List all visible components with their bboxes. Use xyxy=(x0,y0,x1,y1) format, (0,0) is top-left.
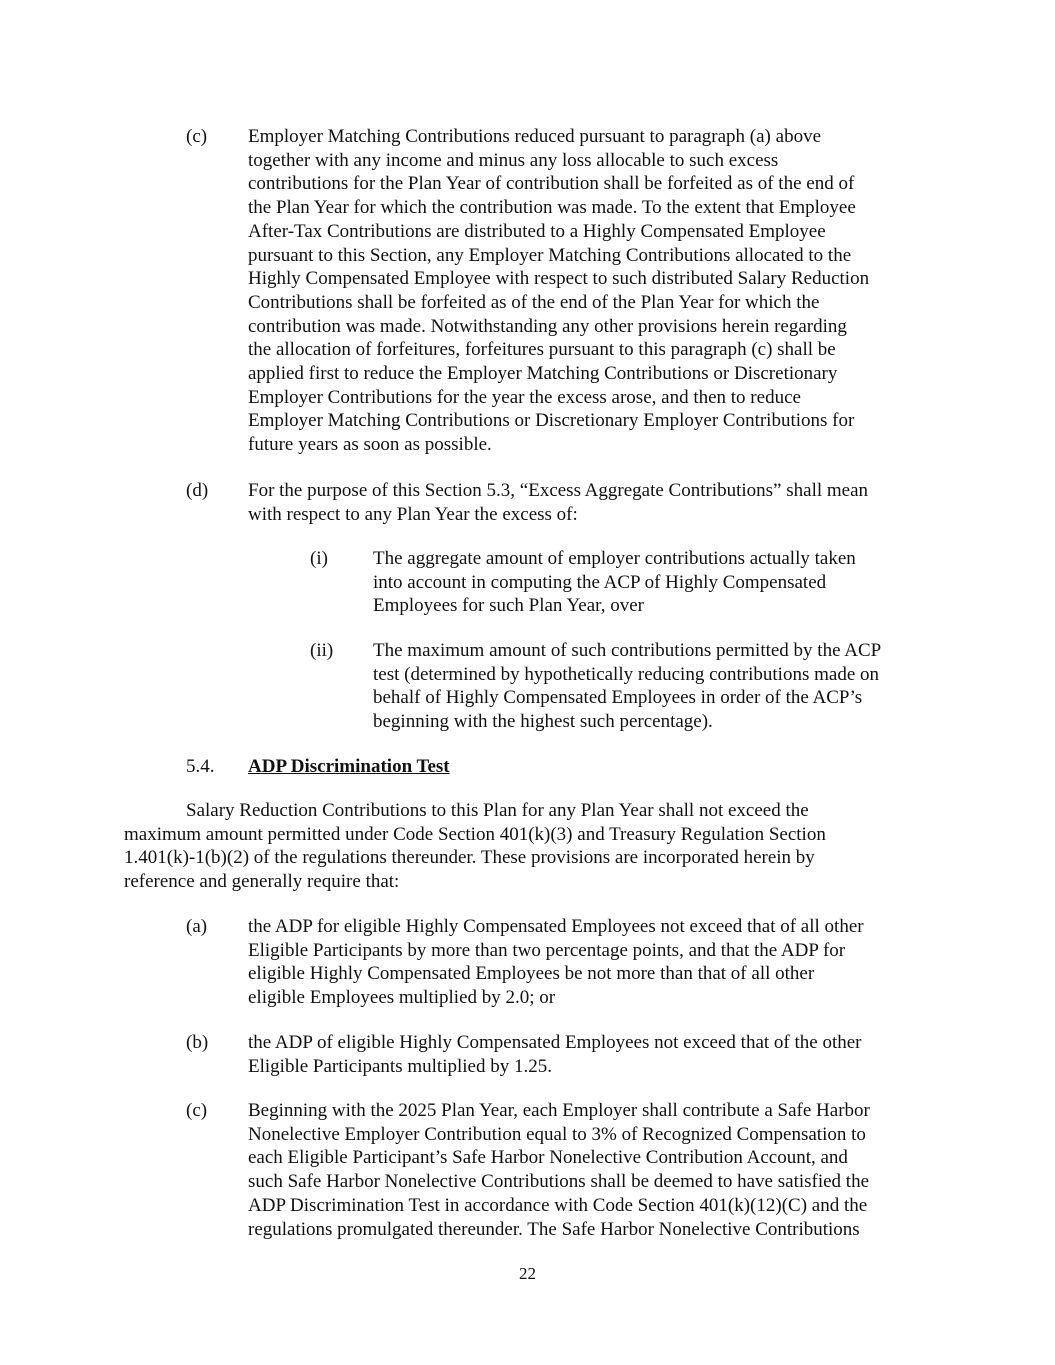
intro-paragraph xyxy=(124,823,826,894)
text-line: After-Tax Contributions are distributed to a Highly Compensated Employee xyxy=(248,220,826,242)
text-line: Employer Matching Contributions reduced pursuant to paragraph (a) above xyxy=(248,126,821,147)
requirement-c-safe-harbor xyxy=(248,1099,870,1241)
requirement-label-a: (a) xyxy=(186,916,208,937)
paragraph-d-definition xyxy=(248,479,868,526)
text-line: Employees for such Plan Year, over xyxy=(373,595,644,617)
text-line: pursuant to this Section, any Employer Matching Contributions allocated to the xyxy=(248,244,852,266)
text-line: Eligible Participants multiplied by 1.25. xyxy=(248,1055,552,1077)
text-line: each Eligible Participant’s Safe Harbor Nonelective Contribution Account, and xyxy=(248,1147,848,1169)
text-line: the Plan Year for which the contribution was made. To the extent that Employee xyxy=(248,197,856,219)
intro-first-line xyxy=(186,799,809,823)
text-line: reference and generally require that: xyxy=(124,871,400,893)
text-line: applied first to reduce the Employer Matching Contributions or Discretionary xyxy=(248,363,838,385)
text-line: the ADP for eligible Highly Compensated Employees not exceed that of all other xyxy=(248,916,864,937)
requirement-label-b: (b) xyxy=(186,1032,209,1053)
page-number: 22 xyxy=(519,1264,536,1283)
text-line: eligible Employees multiplied by 2.0; or xyxy=(248,987,556,1009)
text-line: Salary Reduction Contributions to this Plan for any Plan Year shall not exceed the xyxy=(186,800,809,821)
text-line: Contributions shall be forfeited as of the end of the Plan Year for which the xyxy=(248,291,820,313)
paragraph-label-c: (c) xyxy=(186,126,208,147)
requirement-label-c: (c) xyxy=(186,1100,208,1121)
text-line: Employer Matching Contributions or Discretionary Employer Contributions for xyxy=(248,410,855,432)
text-line: Eligible Participants by more than two percentage points, and that the ADP for xyxy=(248,939,846,961)
section-heading: ADP Discrimination Test xyxy=(248,756,450,777)
subparagraph-ii xyxy=(373,639,881,734)
text-line: contribution was made. Notwithstanding any other provisions herein regarding xyxy=(248,315,847,337)
text-line: the ADP of eligible Highly Compensated Employees not exceed that of the other xyxy=(248,1032,862,1053)
text-line: beginning with the highest such percentage). xyxy=(373,711,713,733)
text-line: into account in computing the ACP of Highly Compensated xyxy=(373,571,827,593)
subparagraph-label-i: (i) xyxy=(310,548,328,569)
text-line: regulations promulgated thereunder. The Safe Harbor Nonelective Contributions xyxy=(248,1218,860,1240)
paragraph-label-d: (d) xyxy=(186,480,209,501)
requirement-a xyxy=(248,915,864,1010)
subparagraph-i xyxy=(373,547,856,618)
text-line: ADP Discrimination Test in accordance with Code Section 401(k)(12)(C) and the xyxy=(248,1194,868,1216)
text-line: Beginning with the 2025 Plan Year, each Employer shall contribute a Safe Harbor xyxy=(248,1100,870,1121)
text-line: maximum amount permitted under Code Section 401(k)(3) and Treasury Regulation Section xyxy=(124,823,826,845)
text-line: test (determined by hypothetically reducing contributions made on xyxy=(373,663,880,685)
text-line: the allocation of forfeitures, forfeitures pursuant to this paragraph (c) shall be xyxy=(248,339,836,361)
text-line: For the purpose of this Section 5.3, “Excess Aggregate Contributions” shall mean xyxy=(248,480,869,501)
text-line: with respect to any Plan Year the excess of: xyxy=(248,503,578,525)
text-line: contributions for the Plan Year of contribution shall be forfeited as of the end of xyxy=(248,173,855,195)
text-line: behalf of Highly Compensated Employees in order of the ACP’s xyxy=(373,687,863,709)
subparagraph-label-ii: (ii) xyxy=(310,640,334,661)
text-line: together with any income and minus any loss allocable to such excess xyxy=(248,149,779,171)
text-line: eligible Highly Compensated Employees be not more than that of all other xyxy=(248,963,815,985)
text-line: Highly Compensated Employee with respect to such distributed Salary Reduction xyxy=(248,268,870,290)
text-line: Nonelective Employer Contribution equal to 3% of Recognized Compensation to xyxy=(248,1123,866,1145)
text-line: Employer Contributions for the year the excess arose, and then to reduce xyxy=(248,386,801,408)
paragraph-c-forfeiture xyxy=(248,125,869,457)
section-number: 5.4. xyxy=(186,756,215,777)
text-line: such Safe Harbor Nonelective Contributions shall be deemed to have satisfied the xyxy=(248,1171,870,1193)
text-line: The aggregate amount of employer contributions actually taken xyxy=(373,548,856,569)
requirement-b xyxy=(248,1031,861,1078)
text-line: The maximum amount of such contributions permitted by the ACP xyxy=(373,640,882,661)
text-line: future years as soon as possible. xyxy=(248,434,492,456)
text-line: 1.401(k)-1(b)(2) of the regulations thereunder. These provisions are incorporated herein by xyxy=(124,847,815,869)
